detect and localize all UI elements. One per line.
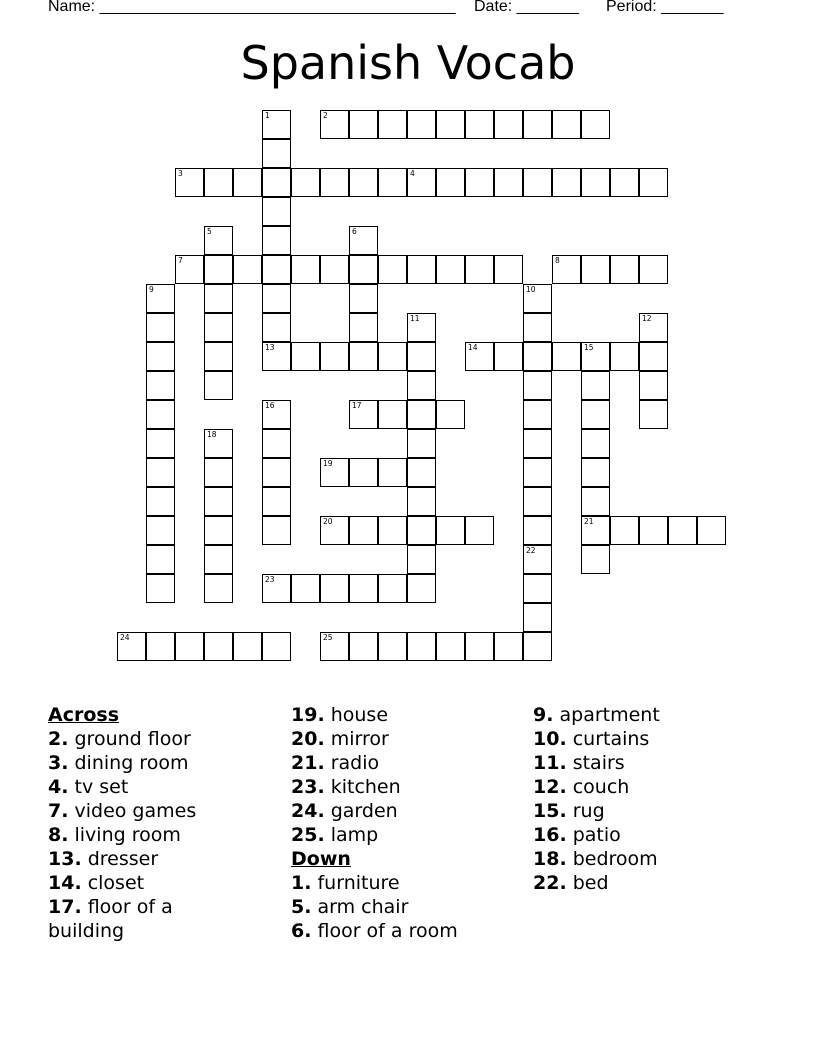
clue-number-label: 19. bbox=[291, 704, 325, 726]
grid-cell[interactable] bbox=[262, 429, 291, 458]
grid-cell[interactable] bbox=[204, 371, 233, 400]
across-clue bbox=[48, 823, 196, 847]
down-clue bbox=[533, 727, 660, 751]
grid-cell[interactable] bbox=[552, 110, 581, 139]
grid-cell[interactable] bbox=[581, 487, 610, 516]
clue-number-label: 1. bbox=[291, 872, 312, 894]
grid-cell[interactable] bbox=[523, 110, 552, 139]
grid-cell[interactable] bbox=[523, 284, 552, 313]
grid-cell[interactable] bbox=[233, 255, 262, 284]
down-clue bbox=[291, 871, 458, 895]
grid-cell[interactable] bbox=[523, 168, 552, 197]
clue-number-label: 16. bbox=[533, 824, 567, 846]
down-clue bbox=[533, 847, 660, 871]
grid-cell[interactable] bbox=[291, 168, 320, 197]
grid-cell[interactable] bbox=[407, 632, 436, 661]
grid-cell[interactable] bbox=[175, 632, 204, 661]
grid-cell[interactable] bbox=[291, 342, 320, 371]
grid-cell[interactable] bbox=[204, 313, 233, 342]
clue-column-2 bbox=[291, 703, 458, 943]
clue-number: 5 bbox=[207, 227, 212, 236]
clue-number: 25 bbox=[323, 633, 333, 642]
clue-number: 19 bbox=[323, 459, 333, 468]
grid-cell[interactable] bbox=[407, 574, 436, 603]
grid-cell[interactable] bbox=[465, 632, 494, 661]
grid-cell[interactable] bbox=[204, 458, 233, 487]
clue-text: building bbox=[48, 920, 125, 942]
clue-number: 24 bbox=[120, 633, 130, 642]
clue-number: 20 bbox=[323, 517, 333, 526]
down-clue bbox=[291, 895, 458, 919]
across-clue bbox=[291, 799, 458, 823]
grid-cell[interactable] bbox=[639, 516, 668, 545]
grid-cell[interactable] bbox=[523, 574, 552, 603]
grid-cell[interactable] bbox=[204, 516, 233, 545]
grid-cell[interactable] bbox=[349, 110, 378, 139]
grid-cell[interactable] bbox=[349, 342, 378, 371]
grid-cell[interactable] bbox=[117, 632, 146, 661]
clue-number-label: 14. bbox=[48, 872, 82, 894]
date-field-label[interactable]: Date: _______ bbox=[474, 0, 579, 15]
grid-cell[interactable] bbox=[668, 516, 697, 545]
across-clue bbox=[48, 775, 196, 799]
clue-number-label: 18. bbox=[533, 848, 567, 870]
clue-text: apartment bbox=[553, 704, 660, 726]
grid-cell[interactable] bbox=[262, 168, 291, 197]
grid-cell[interactable] bbox=[494, 110, 523, 139]
clue-number: 10 bbox=[526, 285, 536, 294]
grid-cell[interactable] bbox=[378, 168, 407, 197]
grid-cell[interactable] bbox=[523, 487, 552, 516]
grid-cell[interactable] bbox=[349, 458, 378, 487]
grid-cell[interactable] bbox=[407, 545, 436, 574]
down-clue bbox=[533, 703, 660, 727]
grid-cell[interactable] bbox=[523, 458, 552, 487]
clue-text: floor of a bbox=[81, 896, 173, 918]
grid-cell[interactable] bbox=[523, 342, 552, 371]
across-clue bbox=[48, 919, 196, 943]
grid-cell[interactable] bbox=[552, 168, 581, 197]
clue-text: floor of a room bbox=[311, 920, 458, 942]
grid-cell[interactable] bbox=[581, 400, 610, 429]
grid-cell[interactable] bbox=[639, 371, 668, 400]
clue-text: ground floor bbox=[68, 728, 191, 750]
grid-cell[interactable] bbox=[204, 226, 233, 255]
clue-text: stairs bbox=[566, 752, 625, 774]
grid-cell[interactable] bbox=[262, 255, 291, 284]
clue-number: 23 bbox=[265, 575, 275, 584]
grid-cell[interactable] bbox=[581, 516, 610, 545]
grid-cell[interactable] bbox=[320, 516, 349, 545]
across-clue bbox=[48, 751, 196, 775]
clue-number: 9 bbox=[149, 285, 154, 294]
grid-cell[interactable] bbox=[523, 516, 552, 545]
grid-cell[interactable] bbox=[204, 168, 233, 197]
clue-number: 8 bbox=[555, 256, 560, 265]
grid-cell[interactable] bbox=[465, 342, 494, 371]
grid-cell[interactable] bbox=[349, 313, 378, 342]
grid-cell[interactable] bbox=[349, 400, 378, 429]
grid-cell[interactable] bbox=[378, 574, 407, 603]
clue-number: 22 bbox=[526, 546, 536, 555]
clue-column-1 bbox=[48, 703, 196, 943]
clue-number: 21 bbox=[584, 517, 594, 526]
clue-number-label: 11. bbox=[533, 752, 567, 774]
grid-cell[interactable] bbox=[436, 516, 465, 545]
grid-cell[interactable] bbox=[523, 545, 552, 574]
grid-cell[interactable] bbox=[581, 429, 610, 458]
clue-text: kitchen bbox=[324, 776, 401, 798]
grid-cell[interactable] bbox=[204, 545, 233, 574]
grid-cell[interactable] bbox=[407, 168, 436, 197]
grid-cell[interactable] bbox=[262, 487, 291, 516]
grid-cell[interactable] bbox=[262, 342, 291, 371]
grid-cell[interactable] bbox=[581, 342, 610, 371]
grid-cell[interactable] bbox=[407, 255, 436, 284]
down-clue bbox=[533, 871, 660, 895]
clue-number-label: 13. bbox=[48, 848, 82, 870]
grid-cell[interactable] bbox=[320, 574, 349, 603]
clue-text: couch bbox=[566, 776, 630, 798]
clue-text: patio bbox=[566, 824, 621, 846]
grid-cell[interactable] bbox=[349, 168, 378, 197]
clue-text: house bbox=[324, 704, 389, 726]
grid-cell[interactable] bbox=[320, 342, 349, 371]
grid-cell[interactable] bbox=[320, 255, 349, 284]
grid-cell[interactable] bbox=[581, 168, 610, 197]
grid-cell[interactable] bbox=[320, 458, 349, 487]
clue-number-label: 23. bbox=[291, 776, 325, 798]
grid-cell[interactable] bbox=[552, 342, 581, 371]
clue-number: 2 bbox=[323, 111, 328, 120]
clue-number-label: 9. bbox=[533, 704, 554, 726]
grid-cell[interactable] bbox=[494, 632, 523, 661]
clue-number-label: 7. bbox=[48, 800, 69, 822]
clue-number: 17 bbox=[352, 401, 362, 410]
clue-number: 7 bbox=[178, 256, 183, 265]
clue-number-label: 2. bbox=[48, 728, 69, 750]
across-clue bbox=[291, 703, 458, 727]
grid-cell[interactable] bbox=[175, 255, 204, 284]
clue-number: 11 bbox=[410, 314, 420, 323]
grid-cell[interactable] bbox=[378, 632, 407, 661]
grid-cell[interactable] bbox=[349, 255, 378, 284]
grid-cell[interactable] bbox=[146, 632, 175, 661]
grid-cell[interactable] bbox=[465, 255, 494, 284]
grid-cell[interactable] bbox=[581, 371, 610, 400]
grid-cell[interactable] bbox=[146, 458, 175, 487]
clue-number: 12 bbox=[642, 314, 652, 323]
grid-cell[interactable] bbox=[349, 632, 378, 661]
clue-column-3 bbox=[533, 703, 660, 895]
down-clue bbox=[533, 799, 660, 823]
grid-cell[interactable] bbox=[436, 255, 465, 284]
grid-cell[interactable] bbox=[146, 516, 175, 545]
grid-cell[interactable] bbox=[146, 545, 175, 574]
grid-cell[interactable] bbox=[523, 429, 552, 458]
grid-cell[interactable] bbox=[378, 516, 407, 545]
clue-number: 14 bbox=[468, 343, 478, 352]
grid-cell[interactable] bbox=[407, 516, 436, 545]
clue-number-label: 10. bbox=[533, 728, 567, 750]
grid-cell[interactable] bbox=[146, 284, 175, 313]
grid-cell[interactable] bbox=[552, 255, 581, 284]
clue-text: garden bbox=[324, 800, 398, 822]
down-clue bbox=[533, 823, 660, 847]
name-field-label[interactable]: Name: ________________________________________ bbox=[48, 0, 456, 15]
clue-number: 13 bbox=[265, 343, 275, 352]
clue-number-label: 22. bbox=[533, 872, 567, 894]
across-clue bbox=[291, 751, 458, 775]
clue-number-label: 4. bbox=[48, 776, 69, 798]
grid-cell[interactable] bbox=[407, 110, 436, 139]
across-clue bbox=[291, 727, 458, 751]
clue-text: bedroom bbox=[566, 848, 658, 870]
grid-cell[interactable] bbox=[639, 342, 668, 371]
grid-cell[interactable] bbox=[349, 284, 378, 313]
across-heading: Across bbox=[48, 704, 120, 726]
grid-cell[interactable] bbox=[407, 400, 436, 429]
grid-cell[interactable] bbox=[523, 632, 552, 661]
across-clue bbox=[48, 727, 196, 751]
grid-cell[interactable] bbox=[378, 458, 407, 487]
down-heading: Down bbox=[291, 848, 351, 870]
grid-cell[interactable] bbox=[233, 168, 262, 197]
grid-cell[interactable] bbox=[523, 603, 552, 632]
grid-cell[interactable] bbox=[262, 110, 291, 139]
grid-cell[interactable] bbox=[639, 168, 668, 197]
grid-cell[interactable] bbox=[320, 632, 349, 661]
grid-cell[interactable] bbox=[204, 342, 233, 371]
clue-text: rug bbox=[566, 800, 605, 822]
grid-cell[interactable] bbox=[436, 110, 465, 139]
grid-cell[interactable] bbox=[581, 545, 610, 574]
grid-cell[interactable] bbox=[291, 255, 320, 284]
clue-number: 1 bbox=[265, 111, 270, 120]
grid-cell[interactable] bbox=[436, 400, 465, 429]
page-title: Spanish Vocab bbox=[240, 36, 576, 90]
grid-cell[interactable] bbox=[262, 516, 291, 545]
grid-cell[interactable] bbox=[378, 342, 407, 371]
grid-cell[interactable] bbox=[407, 487, 436, 516]
grid-cell[interactable] bbox=[204, 574, 233, 603]
clue-number: 16 bbox=[265, 401, 275, 410]
clue-text: radio bbox=[324, 752, 380, 774]
clue-number-label: 25. bbox=[291, 824, 325, 846]
grid-cell[interactable] bbox=[407, 458, 436, 487]
clue-text: lamp bbox=[324, 824, 379, 846]
grid-cell[interactable] bbox=[262, 284, 291, 313]
clue-number-label: 3. bbox=[48, 752, 69, 774]
clue-text: living room bbox=[68, 824, 181, 846]
grid-cell[interactable] bbox=[494, 168, 523, 197]
grid-cell[interactable] bbox=[465, 168, 494, 197]
grid-cell[interactable] bbox=[407, 313, 436, 342]
grid-cell[interactable] bbox=[204, 429, 233, 458]
grid-cell[interactable] bbox=[610, 516, 639, 545]
clue-text: tv set bbox=[68, 776, 129, 798]
grid-cell[interactable] bbox=[291, 574, 320, 603]
clue-text: closet bbox=[81, 872, 145, 894]
grid-cell[interactable] bbox=[407, 342, 436, 371]
clue-number: 3 bbox=[178, 169, 183, 178]
grid-cell[interactable] bbox=[610, 168, 639, 197]
clue-number-label: 5. bbox=[291, 896, 312, 918]
clue-number: 4 bbox=[410, 169, 415, 178]
grid-cell[interactable] bbox=[494, 342, 523, 371]
across-clue-list bbox=[48, 727, 196, 943]
grid-cell[interactable] bbox=[436, 632, 465, 661]
grid-cell[interactable] bbox=[262, 226, 291, 255]
grid-cell[interactable] bbox=[146, 429, 175, 458]
clue-number-label: 20. bbox=[291, 728, 325, 750]
clue-text: bed bbox=[566, 872, 609, 894]
across-clue bbox=[48, 799, 196, 823]
clue-number-label: 15. bbox=[533, 800, 567, 822]
grid-cell[interactable] bbox=[320, 168, 349, 197]
period-field-label[interactable]: Period: _______ bbox=[606, 0, 724, 15]
grid-cell[interactable] bbox=[262, 197, 291, 226]
grid-cell[interactable] bbox=[697, 516, 726, 545]
grid-cell[interactable] bbox=[320, 110, 349, 139]
clue-number: 15 bbox=[584, 343, 594, 352]
clue-number-label: 24. bbox=[291, 800, 325, 822]
grid-cell[interactable] bbox=[349, 516, 378, 545]
grid-cell[interactable] bbox=[146, 487, 175, 516]
grid-cell[interactable] bbox=[610, 342, 639, 371]
across-clue bbox=[48, 847, 196, 871]
grid-cell[interactable] bbox=[378, 110, 407, 139]
clue-text: furniture bbox=[311, 872, 400, 894]
grid-cell[interactable] bbox=[581, 255, 610, 284]
down-clue-list-continued bbox=[533, 703, 660, 895]
clue-number-label: 8. bbox=[48, 824, 69, 846]
grid-cell[interactable] bbox=[262, 139, 291, 168]
grid-cell[interactable] bbox=[262, 632, 291, 661]
grid-cell[interactable] bbox=[523, 313, 552, 342]
grid-cell[interactable] bbox=[146, 574, 175, 603]
clue-text: arm chair bbox=[311, 896, 409, 918]
grid-cell[interactable] bbox=[581, 110, 610, 139]
clue-text: dresser bbox=[81, 848, 159, 870]
grid-cell[interactable] bbox=[639, 255, 668, 284]
grid-cell[interactable] bbox=[494, 255, 523, 284]
grid-cell[interactable] bbox=[349, 226, 378, 255]
down-clue bbox=[291, 919, 458, 943]
clue-number-label: 21. bbox=[291, 752, 325, 774]
grid-cell[interactable] bbox=[175, 168, 204, 197]
clue-number-label: 6. bbox=[291, 920, 312, 942]
grid-cell[interactable] bbox=[581, 458, 610, 487]
across-clue bbox=[48, 871, 196, 895]
down-clue-list bbox=[291, 871, 458, 943]
grid-cell[interactable] bbox=[378, 400, 407, 429]
across-clue bbox=[291, 775, 458, 799]
grid-cell[interactable] bbox=[378, 255, 407, 284]
grid-cell[interactable] bbox=[349, 574, 378, 603]
grid-cell[interactable] bbox=[146, 400, 175, 429]
clue-text: dining room bbox=[68, 752, 189, 774]
across-clue-list-continued bbox=[291, 703, 458, 847]
grid-cell[interactable] bbox=[262, 313, 291, 342]
grid-cell[interactable] bbox=[204, 284, 233, 313]
clue-number: 6 bbox=[352, 227, 357, 236]
grid-cell[interactable] bbox=[407, 371, 436, 400]
grid-cell[interactable] bbox=[262, 458, 291, 487]
clue-number: 18 bbox=[207, 430, 217, 439]
down-clue bbox=[533, 751, 660, 775]
grid-cell[interactable] bbox=[523, 371, 552, 400]
clue-number-label: 12. bbox=[533, 776, 567, 798]
grid-cell[interactable] bbox=[233, 632, 262, 661]
grid-cell[interactable] bbox=[465, 110, 494, 139]
worksheet-header bbox=[48, 0, 788, 20]
grid-cell[interactable] bbox=[262, 400, 291, 429]
grid-cell[interactable] bbox=[204, 632, 233, 661]
grid-cell[interactable] bbox=[639, 400, 668, 429]
grid-cell[interactable] bbox=[146, 313, 175, 342]
clue-text: curtains bbox=[566, 728, 650, 750]
grid-cell[interactable] bbox=[523, 400, 552, 429]
grid-cell[interactable] bbox=[146, 371, 175, 400]
grid-cell[interactable] bbox=[204, 255, 233, 284]
grid-cell[interactable] bbox=[407, 429, 436, 458]
grid-cell[interactable] bbox=[436, 168, 465, 197]
across-clue bbox=[291, 823, 458, 847]
grid-cell[interactable] bbox=[610, 255, 639, 284]
clue-text: mirror bbox=[324, 728, 389, 750]
clue-text: video games bbox=[68, 800, 197, 822]
across-clue bbox=[48, 895, 196, 919]
grid-cell[interactable] bbox=[204, 487, 233, 516]
grid-cell[interactable] bbox=[465, 516, 494, 545]
down-clue bbox=[533, 775, 660, 799]
clue-number-label: 17. bbox=[48, 896, 82, 918]
grid-cell[interactable] bbox=[146, 342, 175, 371]
grid-cell[interactable] bbox=[262, 574, 291, 603]
grid-cell[interactable] bbox=[639, 313, 668, 342]
